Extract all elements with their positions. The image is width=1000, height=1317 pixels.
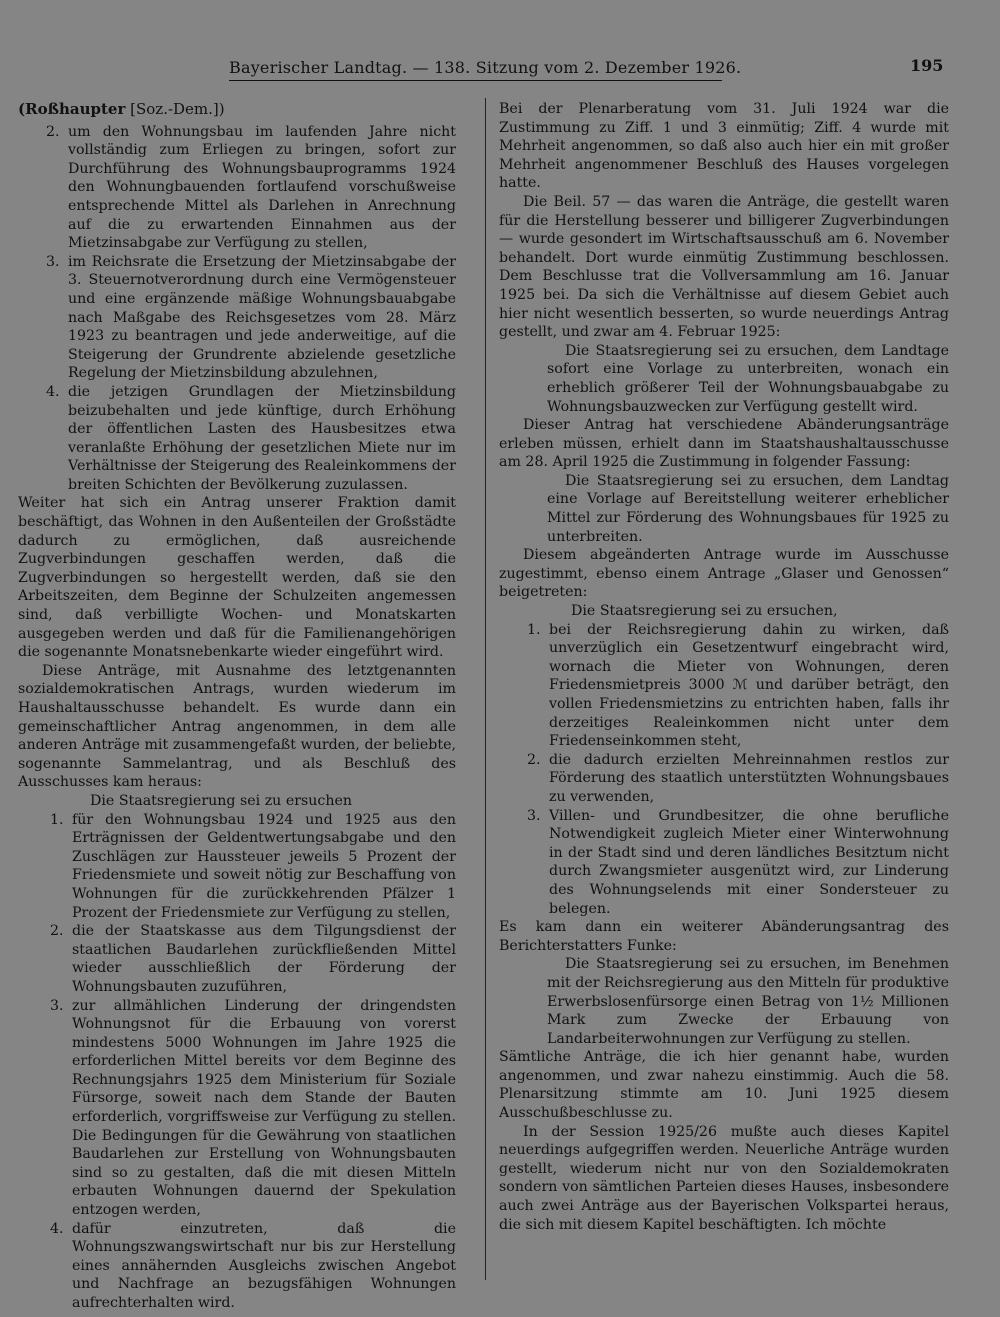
list-item	[527, 621, 949, 751]
paragraph: Es kam dann ein weiterer Abänderungsantrag des Berichterstatters Funke:	[499, 919, 949, 954]
list-item	[50, 922, 456, 996]
list-item	[527, 751, 949, 807]
paragraph: Sämtliche Anträge, die ich hier genannt habe, wurden angenommen, und zwar nahezu einstimmig. Auch die 58. Plenarsitzung stimmte am 10. Juni 1925 diesem Ausschußbeschlusse zu.	[499, 1049, 949, 1122]
item-text: die der Staatskasse aus dem Tilgungsdienst der staatlichen Baudarlehen zurückfließenden Mittel wieder ausschließlich der Förderung der Wohnungsbauten zuzuführen,	[72, 923, 456, 995]
item-number: 2.	[46, 123, 60, 140]
quoted-motion: Die Staatsregierung sei zu ersuchen, dem Landtage sofort eine Vorlage zu unterbreiten, wonach ein erheblich größerer Teil der Wohnungsbauabgabe zu Wohnungsbauzwecken zur Verfügung gestellt wird.	[547, 342, 949, 415]
item-text: Villen- und Grundbesitzer, die ohne berufliche Notwendigkeit zugleich Mieter einer Winterwohnung in der Stadt sind und deren ländliches Besitztum nicht durch Zwangsmieter ausgenützt wird, zur Linderung des Wohnungselends mit einer Sondersteuer zu belegen.	[549, 807, 949, 917]
item-text: bei der Reichsregierung dahin zu wirken, daß unverzüglich ein Gesetzentwurf eingebracht wird, wornach die Mieter von Wohnungen, deren Friedensmietpreis 3000 ℳ und darüber beträgt, den vollen Friedensmietzins zu entrichten haben, falls ihr derzeitiges Realeinkommen nicht unter dem Friedenseinkommen steht,	[549, 621, 949, 750]
paragraph: Dieser Antrag hat verschiedene Abänderungsanträge erleben müssen, erhielt dann im Staatshaushaltausschusse am 28. April 1925 die Zustimmung in folgender Fassung:	[499, 417, 949, 471]
item-text: zur allmählichen Linderung der dringendsten Wohnungsnot für die Erbauung von vorerst mindestens 5000 Wohnungen im Jahre 1925 die erforderlichen Mittel bereits vor dem Beginne des Rechnungsjahrs 1925 dem Ministerium für Soziale Fürsorge, soweit nach dem Stande der Bauten erforderlich, vorgriffsweise zur Verfügung zu stellen. Die Bedingungen für die Gewährung von staatlichen Baudarlehen zur Erstellung von Wohnungsbauten sind so zu gestalten, daß die mit diesen Mitteln erbauten Wohnungen dauernd der Spekulation entzogen werden,	[72, 997, 456, 1219]
right-column	[499, 100, 949, 1234]
item-number: 3.	[527, 807, 541, 824]
item-text: dafür einzutreten, daß die Wohnungszwangswirtschaft nur bis zur Herstellung eines annähernden Ausgleichs zwischen Angebot und Nachfrage an bezugsfähigen Wohnungen aufrechterhalten wird.	[72, 1220, 456, 1311]
item-text: die dadurch erzielten Mehreinnahmen restlos zur Förderung des staatlich unterstützten Wohnungsbaues zu verwenden,	[549, 751, 949, 805]
list-item	[46, 253, 456, 383]
item-number: 2.	[527, 751, 541, 768]
quote-lead: Die Staatsregierung sei zu ersuchen,	[571, 603, 838, 620]
item-text: für den Wohnungsbau 1924 und 1925 aus den Erträgnissen der Geldentwertungsabgabe und den Zuschlägen zur Haussteuer jeweils 5 Prozent der Friedensmiete und soweit nötig zur Beschaffung von Wohnungen für die zurückkehrenden Pfälzer 1 Prozent der Friedensmiete zur Verfügung zu stellen,	[72, 811, 456, 921]
column-divider	[485, 98, 486, 1280]
item-number: 1.	[50, 811, 64, 828]
resolution-list	[18, 811, 456, 1313]
item-number: 3.	[46, 253, 60, 270]
list-item	[46, 123, 456, 253]
paragraph: Die Beil. 57 — das waren die Anträge, die gestellt waren für die Herstellung besserer und billigerer Zugverbindungen — wurde gesondert im Wirtschaftsausschuß am 6. November behandelt. Dort wurde einmütig Zustimmung beschlossen. Dem Beschlusse trat die Vollversammlung am 16. Januar 1925 bei. Da sich die Verhältnisse auf diesem Gebiet auch hier nicht wesentlich besserten, so wurde neuerdings Antrag gestellt, und zwar am 4. Februar 1925:	[499, 193, 949, 341]
paragraph: Diese Anträge, mit Ausnahme des letztgenannten sozialdemokratischen Antrags, wurden wiederum im Haushaltausschusse behandelt. Es wurde dann ein gemeinschaftlicher Antrag angenommen, in dem alle anderen Anträge mit zusammengefaßt wurden, der beliebte, sogenannte Sammelantrag, und als Beschluß des Ausschusses kam heraus:	[18, 662, 456, 791]
paragraph: Bei der Plenarberatung vom 31. Juli 1924 war die Zustimmung zu Ziff. 1 und 3 einmütig; Ziff. 4 wurde mit Mehrheit angenommen, so daß also auch hier ein mit großer Mehrheit angenommener Beschluß des Hauses vorgelegen hatte.	[499, 101, 949, 192]
quoted-motion: Die Staatsregierung sei zu ersuchen, dem Landtag eine Vorlage auf Bereitstellung weiterer erheblicher Mittel zur Förderung des Wohnungsbaues für 1925 zu unterbreiten.	[547, 472, 949, 545]
header-rule	[229, 80, 722, 81]
list-item	[46, 383, 456, 495]
paragraph: Diesem abgeänderten Antrage wurde im Ausschusse zugestimmt, ebenso einem Antrage „Glaser und Genossen“ beigetreten:	[499, 547, 949, 601]
motion-list	[18, 123, 456, 495]
left-column	[18, 100, 456, 1313]
speaker-name: (Roßhaupter	[18, 100, 126, 118]
running-head: Bayerischer Landtag. — 138. Sitzung vom 2. Dezember 1926.	[229, 58, 742, 77]
item-number: 3.	[50, 997, 64, 1014]
list-item	[50, 811, 456, 923]
quoted-motion: Die Staatsregierung sei zu ersuchen, im Benehmen mit der Reichsregierung aus den Mitteln für produktive Erwerbslosenfürsorge einen Betrag von 1½ Millionen Mark zum Zwecke der Erbauung von Landarbeiterwohnungen zur Verfügung zu stellen.	[547, 956, 949, 1047]
item-text: im Reichsrate die Ersetzung der Mietzinsabgabe der 3. Steuernotverordnung durch eine Vermögensteuer und eine ergänzende mäßige Wohnungsbauabgabe nach Maßgabe des Reichsgesetzes vom 28. März 1923 zu beantragen und jede anderweitige, auf die Steigerung der Grundrente abzielende gesetzliche Regelung der Mietzinsbildung abzulehnen,	[68, 253, 456, 382]
item-text: um den Wohnungsbau im laufenden Jahre nicht vollständig zum Erliegen zu bringen, sofort zur Durchführung des Wohnungsbauprogramms 1924 den Wohnungbauenden fortlaufend vorschußweise entsprechende Mittel als Darlehen in Anrechnung auf die zu erwartenden Einnahmen aus der Mietzinsabgabe zur Verfügung zu stellen,	[68, 123, 456, 252]
page-number: 195	[910, 56, 944, 75]
paragraph: In der Session 1925/26 mußte auch dieses Kapitel neuerdings aufgegriffen werden. Neuerliche Anträge wurden gestellt, wiederum nicht nur von den Sozialdemokraten sondern von sämtlichen Parteien dieses Hauses, insbesondere auch zwei Anträge aus der Bayerischen Volkspartei heraus, die sich mit diesem Kapitel beschäftigten. Ich möchte	[499, 1123, 949, 1233]
speaker-party: [Soz.-Dem.])	[125, 100, 225, 118]
item-number: 4.	[50, 1220, 64, 1237]
paragraph: Weiter hat sich ein Antrag unserer Fraktion damit beschäftigt, das Wohnen in den Außenteilen der Großstädte dadurch zu ermöglichen, daß ausreichende Zugverbindungen geschaffen werden, daß die Zugverbindungen so hergestellt werden, daß sie den Arbeitszeiten, dem Beginne der Schulzeiten angemessen sind, daß verbilligte Wochen- und Monatskarten ausgegeben werden und daß für die Familienangehörigen die sogenannte Monatsnebenkarte wieder eingeführt wird.	[18, 495, 456, 661]
list-item	[50, 997, 456, 1220]
item-number: 2.	[50, 923, 64, 940]
quote-lead: Die Staatsregierung sei zu ersuchen	[90, 792, 353, 809]
motion-list	[499, 621, 949, 919]
list-item	[50, 1220, 456, 1313]
item-number: 1.	[527, 621, 541, 638]
speaker-label	[18, 100, 456, 119]
item-text: die jetzigen Grundlagen der Mietzinsbildung beizubehalten und jede künftige, durch Erhöhung der öffentlichen Lasten des Hausbesitzes etwa veranlaßte Erhöhung der gesetzlichen Miete nur im Verhältnisse der Steigerung des Realeinkommens der breiten Schichten der Bevölkerung zuzulassen.	[68, 383, 456, 493]
list-item	[527, 807, 949, 919]
item-number: 4.	[46, 383, 60, 400]
page-header	[0, 0, 1000, 80]
